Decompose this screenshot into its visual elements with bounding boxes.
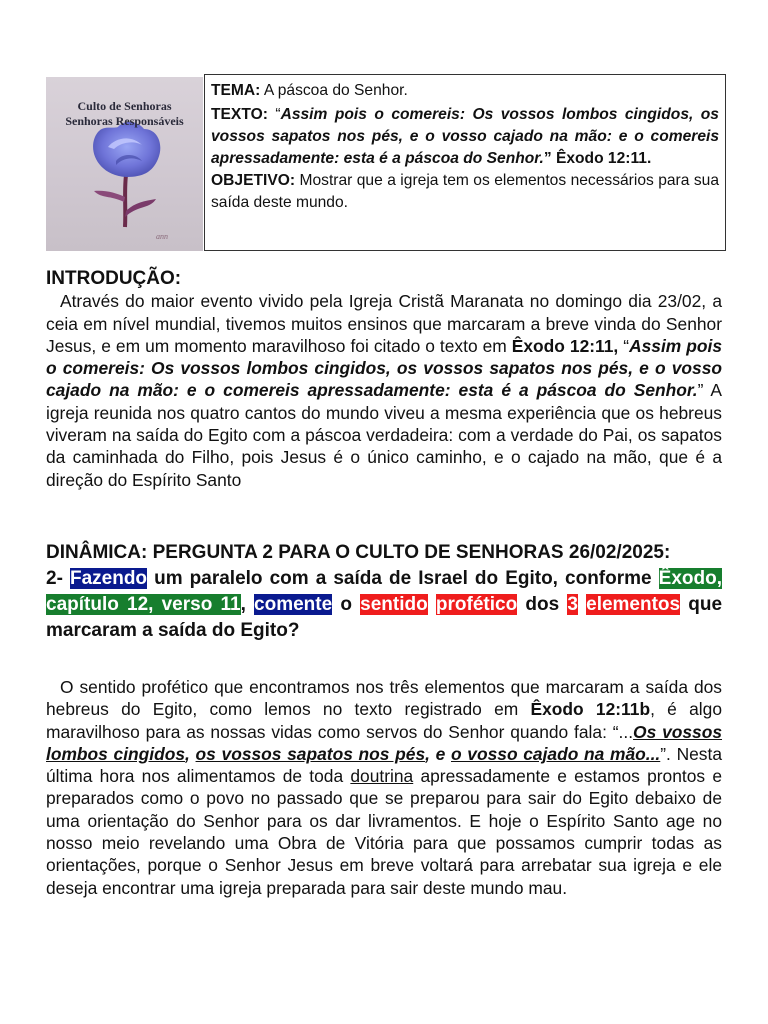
highlight-elementos: elementos xyxy=(586,594,681,615)
intro-quote-open: “ xyxy=(618,335,630,356)
intro-text-2: A igreja reunida nos quatro cantos do mundo viveu a mesma experiência que os hebreus viveram na saída do Egito com a páscoa verdadeira: com a verdade do Pai, os sapatos da caminhada do Filho, pois Jesus é o único caminho, e o cajado na mão, que é a direção do Espírito Santo xyxy=(46,380,722,490)
info-box xyxy=(204,74,726,251)
highlight-comente: comente xyxy=(254,594,333,615)
intro-paragraph xyxy=(46,290,722,491)
question-number: 2- xyxy=(46,568,63,589)
answer-section xyxy=(46,676,722,899)
answer-text-3: ”. Nesta última hora nos alimentamos de toda xyxy=(46,743,723,787)
texto-line xyxy=(211,104,719,170)
cover-image xyxy=(46,77,203,251)
cover-title xyxy=(46,99,203,129)
tema-label: TEMA: xyxy=(211,82,261,99)
highlight-3: 3 xyxy=(567,594,578,615)
question-part-1: um paralelo com a saída de Israel do Egito, conforme xyxy=(154,568,652,589)
texto-open-quote: “ xyxy=(275,106,281,123)
dinamica-section xyxy=(46,540,722,644)
intro-section xyxy=(46,268,722,491)
question-part-3: o xyxy=(340,594,352,615)
question-part-2: , xyxy=(240,594,246,615)
svg-text:ann: ann xyxy=(156,232,168,241)
tema-value: A páscoa do Senhor. xyxy=(263,82,408,99)
answer-text-1: O sentido profético que encontramos nos três elementos que marcaram a saída dos hebreus do Egito, como lemos no texto registrado em xyxy=(46,677,722,720)
dinamica-text: PERGUNTA 2 PARA O CULTO DE SENHORAS 26/02/2025: xyxy=(152,542,671,563)
intro-quote: Assim pois o comereis: Os vossos lombos cingidos, os vossos sapatos nos pés, e o vosso cajado na mão: e o comereis apressadamente: esta é a páscoa do Senhor. xyxy=(46,335,723,401)
texto-reference: ” Êxodo 12:11. xyxy=(543,150,652,167)
answer-underline-1: Os vossos lombos cingidos xyxy=(46,721,723,764)
question-part-4: dos xyxy=(525,594,560,615)
answer-underline-2: os vossos sapatos nos pés xyxy=(195,743,426,764)
intro-text-1: Através do maior evento vivido pela Igreja Cristã Maranata no domingo dia 23/02, a ceia em nível mundial, tivemos muitos ensinos que marcaram a breve vinda do Senhor Jesus, e em um momento maravilhoso foi citado o texto em xyxy=(46,291,722,356)
highlight-sentido: sentido xyxy=(360,594,428,615)
objetivo-label: OBJETIVO: xyxy=(211,172,296,189)
intro-heading: INTRODUÇÃO: xyxy=(46,268,182,289)
objetivo-value: Mostrar que a igreja tem os elementos necessários para sua saída deste mundo. xyxy=(211,172,719,211)
objetivo-line xyxy=(211,170,719,214)
highlight-profetico: profético xyxy=(435,594,518,615)
answer-underline-3: o vosso cajado na mão... xyxy=(451,743,661,764)
answer-reference: Êxodo 12:11b xyxy=(530,699,651,720)
answer-text-2: , é algo maravilhoso para as nossas vidas como servos do Senhor quando fala: “... xyxy=(46,699,722,742)
answer-doutrina: doutrina xyxy=(350,766,414,787)
question-part-5: que marcaram a saída do Egito? xyxy=(46,594,723,641)
texto-quote: Assim pois o comereis: Os vossos lombos cingidos, os vossos sapatos nos pés, e o vosso cajado na mão: e o comereis apressadamente: esta é a páscoa do Senhor. xyxy=(211,106,719,167)
answer-comma-1: , xyxy=(185,743,196,764)
question-text xyxy=(46,566,722,644)
dinamica-label: DINÂMICA: xyxy=(46,542,148,563)
cover-title-line2: Senhoras Responsáveis xyxy=(65,114,184,128)
header-box xyxy=(46,74,730,255)
answer-text-4: apressadamente e estamos prontos e preparados como o povo no passado que se preparou para sair do Egito debaixo de uma orientação do Senhor para os dar livramentos. E hoje o Espírito Santo age no nosso meio revelando uma Obra de Vitória para que possamos cumprir todas as orientações, porque o Senhor Jesus em breve voltará para arrebatar sua igreja e ele deseja encontrar uma igreja preparada para sair deste mundo mau. xyxy=(46,766,722,898)
intro-quote-close: ” xyxy=(697,380,704,401)
dinamica-heading xyxy=(46,540,722,566)
answer-paragraph xyxy=(46,676,722,899)
highlight-fazendo: Fazendo xyxy=(69,568,148,589)
texto-label: TEXTO: xyxy=(211,106,268,123)
tema-line xyxy=(211,80,719,102)
answer-comma-2: , e xyxy=(425,743,451,764)
intro-reference: Êxodo 12:11, xyxy=(511,335,619,356)
highlight-reference: Êxodo, capítulo 12, verso 11 xyxy=(46,568,722,615)
cover-title-line1: Culto de Senhoras xyxy=(77,99,172,113)
